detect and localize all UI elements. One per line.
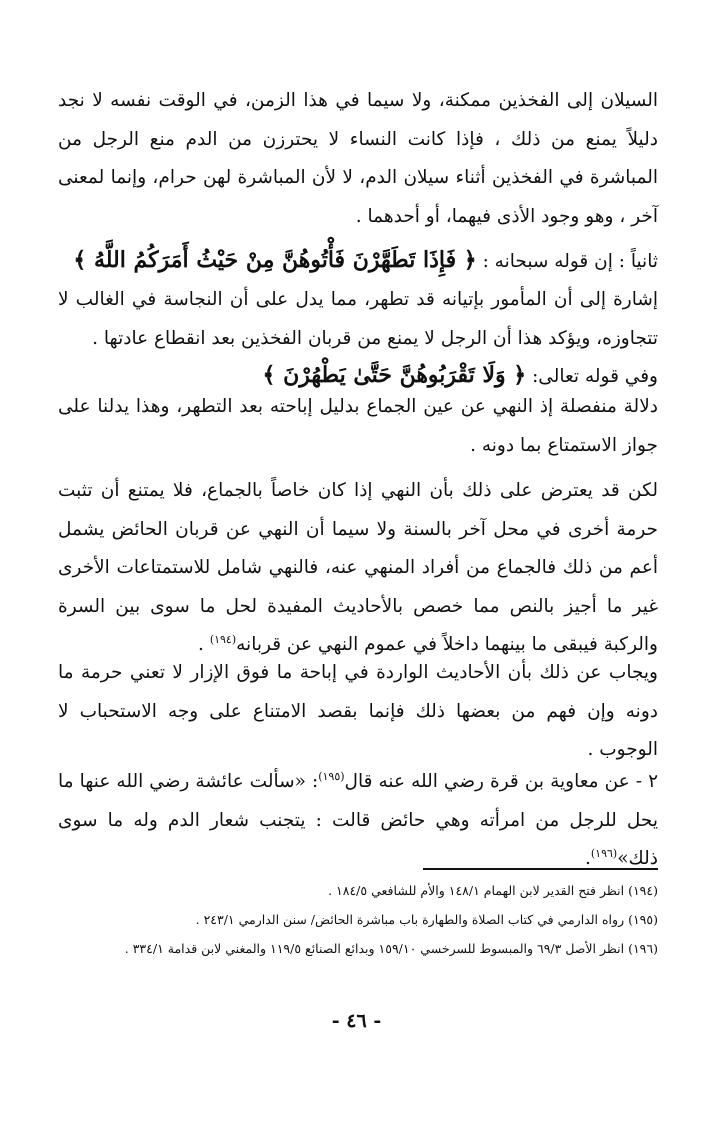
paragraph-4-text: لكن قد يعترض على ذلك بأن النهي إذا كان خاصاً بالجماع، فلا يمتنع أن تثبت حرمة أخرى في محل آخر بالسنة ولا سيما أن النهي عن قربان الحائض يشمل أعم من ذلك فالجماع من أفراد المنهي عنه، فالنهي شامل للاستمتاعات الأخرى غير ما أجيز بالنص مما خصص بالأحاديث المفيدة لحل ما سوى بين السرة والركبة فيبقى ما بينهما داخلاً في عموم النهي عن قربانه [58,480,658,655]
footnote-196: (١٩٦) انظر الأصل ٦٩/٣ والمبسوط للسرخسي ١٥٩/١٠ وبدائع الصنائع ١١٩/٥ والمغني لابن قدامة ٣٣٤/١ . [124,941,658,956]
footnote-ref-194: (١٩٤) [209,632,237,646]
paragraph-1: السيلان إلى الفخذين ممكنة، ولا سيما في هذا الزمن، في الوقت نفسه لا نجد دليلاً يمنع من ذلك ، فإذا كانت النساء لا يحترزن من الدم منع الرجل من المباشرة في الفخذين أثناء سيلان الدم، لا لأن المباشرة لهن حرام، وإنما لمعنى آخر ، وهو وجود الأذى فيهما، أو أحدهما . [58,90,658,227]
paragraph-3: دلالة منفصلة إذ النهي عن عين الجماع بدليل إباحته بعد التطهر، وهذا يدلنا على جواز الاستمتاع بما دونه . [58,396,658,456]
footnote-195: (١٩٥) رواه الدارمي في كتاب الصلاة والطهارة باب مباشرة الحائض/ سنن الدارمي ٢٤٣/١ . [195,912,658,927]
footnotes-list [58,876,658,963]
paragraph-6 [58,763,658,879]
second-point-line [58,240,658,282]
paragraph-4-end: . [198,634,210,655]
ta-ala-intro: وفي قوله تعالى: [532,366,658,387]
paragraph-2: إشارة إلى أن المأمور بإتيانه قد تطهر، مما يدل على أن النجاسة في الغالب لا تتجاوزه، ويؤكد هذا أن الرجل لا يمنع من قربان الفخذين بعد انقطاع عادتها . [58,289,658,349]
paragraph-6-end: . [584,848,591,869]
paragraph-6-part-a: ٢ - عن معاوية بن قرة رضي الله عنه قال [344,771,658,792]
footnote-194: (١٩٤) انظر فتح القدير لابن الهمام ١٤٨/١ والأم للشافعي ١٨٤/٥ . [328,883,658,898]
footnote-separator [423,868,658,870]
paragraph-5: ويجاب عن ذلك بأن الأحاديث الواردة في إباحة ما فوق الإزار لا تعني حرمة ما دونه وإن فهم من بعضها ذلك فإنما بقصد الامتناع على وجه الاستحباب لا الوجوب . [58,662,658,760]
paragraph-4 [58,472,658,665]
page-number: - ٤٦ - [331,1010,382,1032]
second-point-intro: ثانياً : إن قوله سبحانه : [482,251,658,272]
paragraph-6-part-b: : «سألت عائشة رضي الله عنها ما يحل للرجل من امرأته وهي حائض قالت : يتجنب شعار الدم وله ما سوى ذلك» [58,771,658,869]
quran-verse-1: ﴿ فَإِذَا تَطَهَّرْنَ فَأْتُوهُنَّ مِنْ حَيْثُ أَمَرَكُمُ اللَّهُ ﴾ [73,247,477,273]
footnote-ref-195: (١٩٥) [318,769,345,783]
footnote-ref-196: (١٩٦) [590,846,618,860]
quran-verse-2: ﴿ وَلَا تَقْرَبُوهُنَّ حَتَّىٰ يَطْهُرْنَ ﴾ [262,362,527,388]
